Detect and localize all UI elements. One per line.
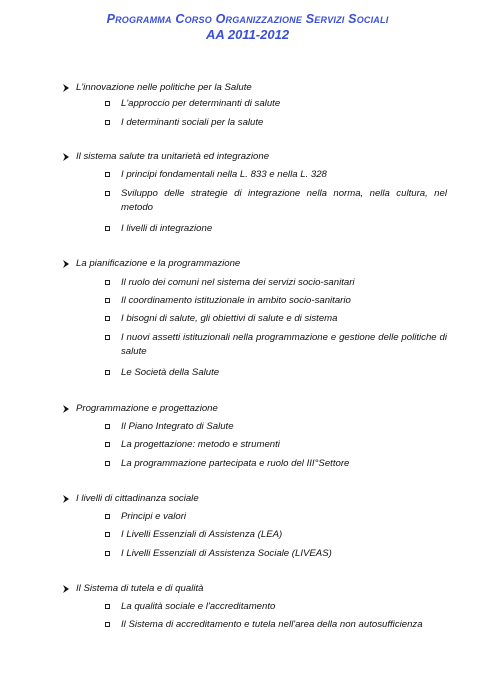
list-item	[121, 331, 447, 359]
arrow-bullet-icon	[62, 153, 70, 161]
list-item-text: Il Sistema di accreditamento e tutela nell'area della non autosufficienza	[121, 619, 423, 630]
list-item	[121, 276, 447, 290]
section-heading	[76, 150, 269, 164]
list-item	[121, 528, 447, 542]
section-heading	[76, 582, 203, 596]
list-item-text: I Livelli Essenziali di Assistenza Sociale (LIVEAS)	[121, 548, 332, 559]
square-bullet-icon	[105, 622, 110, 627]
list-item-text: I bisogni di salute, gli obiettivi di salute e di sistema	[121, 313, 338, 324]
arrow-bullet-icon	[62, 495, 70, 503]
section-heading-text: Il Sistema di tutela e di qualità	[76, 583, 204, 594]
square-bullet-icon	[105, 298, 110, 303]
square-bullet-icon	[105, 551, 110, 556]
section-heading-text: Il sistema salute tra unitarietà ed integrazione	[76, 151, 270, 162]
square-bullet-icon	[105, 370, 110, 375]
square-bullet-icon	[105, 604, 110, 609]
list-item-text: I nuovi assetti istituzionali nella programmazione e gestione delle politiche di salute	[121, 332, 447, 357]
list-item-text: I livelli di integrazione	[121, 223, 213, 234]
list-item	[121, 294, 447, 308]
list-item	[121, 438, 447, 452]
list-item	[121, 222, 447, 236]
section-heading	[76, 81, 252, 95]
list-item	[121, 600, 447, 614]
square-bullet-icon	[105, 335, 110, 340]
list-item	[121, 420, 447, 434]
list-item	[121, 366, 447, 380]
square-bullet-icon	[105, 280, 110, 285]
list-item	[121, 168, 447, 182]
square-bullet-icon	[105, 424, 110, 429]
list-item-text: I principi fondamentali nella L. 833 e nella L. 328	[121, 169, 327, 180]
square-bullet-icon	[105, 442, 110, 447]
list-item	[121, 547, 447, 561]
square-bullet-icon	[105, 191, 110, 196]
arrow-bullet-icon	[62, 84, 70, 92]
page-title: Programma Corso Organizzazione Servizi Sociali	[106, 12, 389, 26]
list-item-text: I determinanti sociali per la salute	[121, 117, 264, 128]
square-bullet-icon	[105, 316, 110, 321]
square-bullet-icon	[105, 172, 110, 177]
square-bullet-icon	[105, 226, 110, 231]
list-item	[121, 510, 447, 524]
list-item-text: Le Società della Salute	[121, 367, 220, 378]
list-item-text: Sviluppo delle strategie di integrazione nella norma, nella cultura, nel metodo	[121, 188, 447, 213]
list-item-text: Principi e valori	[121, 511, 187, 522]
list-item	[121, 312, 447, 326]
section-heading-text: I livelli di cittadinanza sociale	[76, 493, 199, 504]
list-item-text: La qualità sociale e l'accreditamento	[121, 601, 276, 612]
list-item-text: Il ruolo dei comuni nel sistema dei servizi socio-sanitari	[121, 277, 355, 288]
section-heading	[76, 492, 199, 506]
list-item-text: L'approccio per determinanti di salute	[121, 98, 281, 109]
section-heading-text: Programmazione e progettazione	[76, 403, 218, 414]
section-heading-text: La pianificazione e la programmazione	[76, 258, 241, 269]
list-item-text: La programmazione partecipata e ruolo del III°Settore	[121, 458, 350, 469]
list-item-text: Il Piano Integrato di Salute	[121, 421, 234, 432]
section-heading	[76, 402, 218, 416]
square-bullet-icon	[105, 514, 110, 519]
list-item-text: I Livelli Essenziali di Assistenza (LEA)	[121, 529, 283, 540]
page-subtitle-year: AA 2011-2012	[205, 27, 290, 42]
list-item-text: Il coordinamento istituzionale in ambito socio-sanitario	[121, 295, 351, 306]
arrow-bullet-icon	[62, 260, 70, 268]
arrow-bullet-icon	[62, 405, 70, 413]
list-item	[121, 97, 447, 111]
section-heading	[76, 257, 240, 271]
list-item	[121, 187, 447, 215]
square-bullet-icon	[105, 461, 110, 466]
square-bullet-icon	[105, 101, 110, 106]
section-heading-text: L'innovazione nelle politiche per la Salute	[76, 82, 252, 93]
list-item	[121, 116, 447, 130]
square-bullet-icon	[105, 120, 110, 125]
square-bullet-icon	[105, 532, 110, 537]
list-item-text: La progettazione: metodo e strumenti	[121, 439, 280, 450]
arrow-bullet-icon	[62, 585, 70, 593]
list-item	[121, 457, 447, 471]
list-item	[121, 618, 447, 632]
